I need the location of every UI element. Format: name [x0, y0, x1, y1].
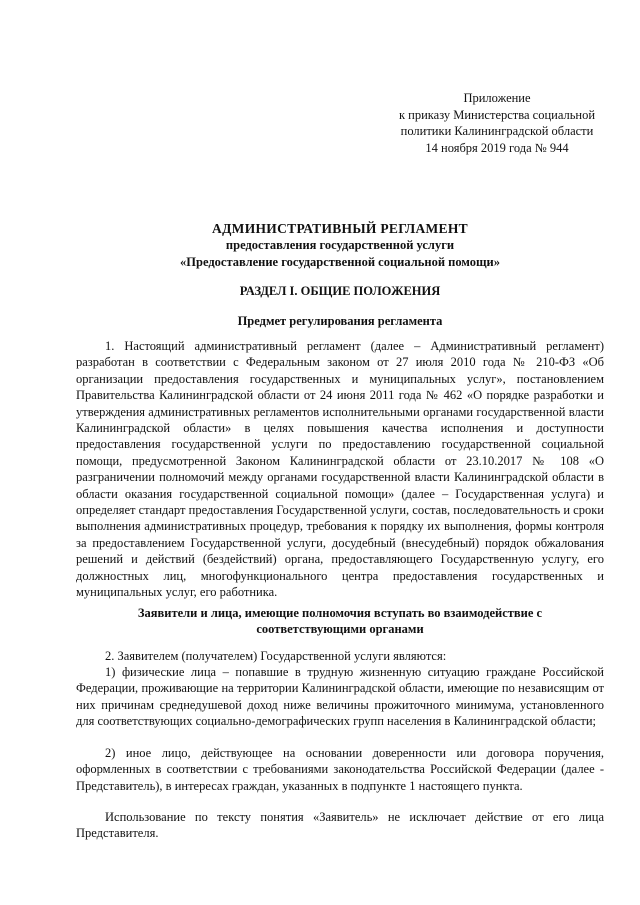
- list-item-1: 1) физические лица – попавшие в трудную жизненную ситуацию граждане Российской Федерации, проживающие на территории Калининградской области, имеющие по независящим от них причинам среднедушевой доход ниже величины прожиточного минимума, установленного для соответствующих социально-демографических групп населения в Калининградской области;: [76, 665, 604, 729]
- title-main: АДМИНИСТРАТИВНЫЙ РЕГЛАМЕНТ: [212, 221, 468, 236]
- paragraph-2: 2. Заявителем (получателем) Государственной услуги являются:: [105, 649, 447, 663]
- appendix-line-3: политики Калининградской области: [400, 124, 594, 138]
- paragraph-1: 1. Настоящий административный регламент (далее – Административный регламент) разработан в соответствии с Федеральным законом от 27 июля 2010 года № 210-ФЗ «Об организации предоставления государственных и муниципальных услуг», постановлением Правительства Калининградской области от 24 июня 2011 года № 462 «О порядке разработки и утверждения административных регламентов исполнительными органами государственной власти Калининградской области» в целях повышения качества исполнения и доступности предоставления государственной услуги по предоставлению государственной социальной помощи, предусмотренной Законом Калининградской области от 23.10.2017 № 108 «О разграничении полномочий между органами государственной власти Калининградской области в области оказания государственной социальной помощи» (далее – Государственная услуга) и определяет стандарт предоставления Государственной услуги, состав, последовательность и сроки выполнения административных процедур, требования к порядку их выполнения, формы контроля за предоставлением Государственной услуги, досудебный (внесудебный) порядок обжалования решений и действий (бездействий) органа, предоставляющего Государственную услугу, его должностных лиц, многофункционального центра предоставления государственных и муниципальных услуг, его работника.: [76, 339, 604, 600]
- section-2-heading-line-2: соответствующими органами: [256, 622, 424, 636]
- title-sub-1: предоставления государственной услуги: [225, 238, 455, 252]
- list-item-2: 2) иное лицо, действующее на основании доверенности или договора поручения, оформленных в соответствии с требованиями законодательства Российской Федерации (далее - Представитель), в интересах граждан, указанных в подпункте 1 настоящего пункта.: [76, 746, 604, 793]
- appendix-line-4: 14 ноября 2019 года № 944: [425, 140, 569, 155]
- section-1-heading: РАЗДЕЛ I. ОБЩИЕ ПОЛОЖЕНИЯ: [239, 284, 441, 298]
- section-2-heading-line-1: Заявители и лица, имеющие полномочия вступать во взаимодействие с: [137, 606, 543, 620]
- section-1-subheading: Предмет регулирования регламента: [237, 314, 443, 328]
- appendix-block: [384, 90, 610, 156]
- section-2-heading: [76, 605, 604, 637]
- appendix-line-2: к приказу Министерства социальной: [398, 107, 596, 122]
- title-sub-2: «Предоставление государственной социальной помощи»: [180, 254, 500, 269]
- appendix-line-1: Приложение: [463, 91, 531, 105]
- document-title: [100, 220, 580, 270]
- note-paragraph: Использование по тексту понятия «Заявитель» не исключает действие от его лица Представителя.: [76, 810, 604, 841]
